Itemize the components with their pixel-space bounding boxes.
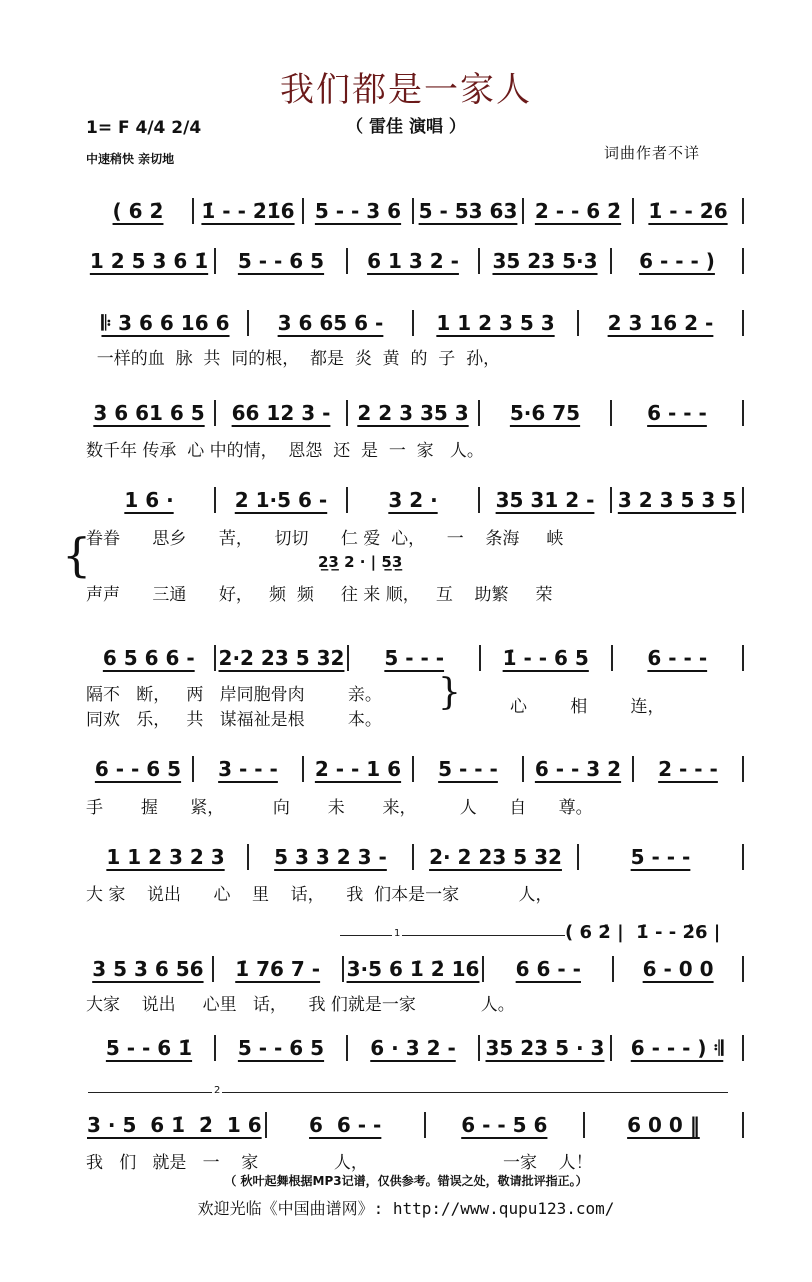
measure: 𝄆 3 6 6 16 6 (101, 311, 230, 335)
lyrics-line: 大家 说出 心里 话， 我 们就是一家 人。 (86, 995, 515, 1015)
singer: （ 雷佳 演唱 ） (346, 117, 466, 137)
bar-line (742, 487, 744, 513)
measure: 5 - - 6 1̇ (105, 1036, 193, 1060)
measure: 6 6 - - (309, 1113, 382, 1137)
tempo-marking: 中速稍快 亲切地 (86, 152, 175, 166)
bar-line (742, 248, 744, 274)
measure: 6 6 - - (515, 957, 581, 981)
measure: 6 · 3 2 - (370, 1036, 456, 1060)
measure: 6 - 0 0 (642, 957, 714, 981)
lyrics-line: 我 们 就是 一 家 人， 一家 人！ (86, 1153, 593, 1173)
measure: 5 - - - (384, 646, 445, 670)
measure: 2 3 16 2 - (607, 311, 714, 335)
measure: 35 31 2 - (495, 488, 595, 512)
song-title: 我们都是一家人 (280, 70, 532, 110)
notation-row (84, 756, 744, 782)
alternate-notes: 2̲3̲ 2 · | 5̲3̲ (318, 553, 403, 571)
measure: 5 - 53 63 (418, 199, 518, 223)
measure: 5 3 3 2 3 - (274, 845, 387, 869)
bar-line (742, 756, 744, 782)
chorus-lyrics: 心 相 连， (510, 697, 665, 717)
verse-brace: { (62, 528, 92, 582)
measure: 1 1 2 3 5 3 (436, 311, 555, 335)
measure: 2· 2 23 5 32 (429, 845, 562, 869)
measure: 6 - - - ) 𝄇 (630, 1036, 724, 1060)
bar-line (742, 956, 744, 982)
volta-2-number: 2 (214, 1085, 221, 1096)
verse-brace: } (438, 672, 461, 713)
notation-row (84, 844, 744, 870)
measure: 2 1·5 6 - (234, 488, 328, 512)
measure: 5·6 75 (509, 401, 581, 425)
measure: 2 - - 1 6 (314, 757, 402, 781)
measure: 5 - - - (630, 845, 691, 869)
measure: 1̇ 76 7 - (235, 957, 321, 981)
measure: 3 6 65 6 - (277, 311, 384, 335)
notation-row (84, 248, 744, 274)
lyrics-line: 一样的血 脉 共 同的根， 都是 炎 黄 的 子 孙， (86, 349, 501, 369)
notation-row (84, 1035, 744, 1061)
measure: 2 - - - (658, 757, 718, 781)
lyrics-line: 声声 三通 好， 频 频 往 来 顺， 互 助繁 荣 (86, 585, 553, 605)
measure: 1 2 5 3 6 1̇ (89, 249, 209, 273)
measure: 3 5 3 6 56 (92, 957, 204, 981)
bar-line (742, 198, 744, 224)
notation-row (84, 1112, 744, 1138)
measure: 1̇ - - 6 5 (502, 646, 589, 670)
measure: 6 1 3 2 - (367, 249, 459, 273)
measure: 1̇ - - 2̇1̇6 (201, 199, 295, 223)
measure: 5 - - 3 6 (314, 199, 402, 223)
measure: 6 - - - (647, 401, 707, 425)
bar-line (742, 844, 744, 870)
lyrics-line: 手 握 紧， 向 未 来， 人 自 尊。 (86, 798, 593, 818)
measure: 5 - - - (438, 757, 498, 781)
measure: 1̇ - - 2̇6 (648, 199, 728, 223)
measure: 6 - - - (647, 646, 708, 670)
notation-row (84, 956, 744, 982)
measure: 66 12 3 - (231, 401, 331, 425)
measure: 6 - - 3 2 (534, 757, 622, 781)
measure: 6 - - 6 5 (94, 757, 182, 781)
volta-2-bracket (88, 1092, 728, 1093)
lyrics-line: 隔不 断， 两 岸同胞骨肉 亲。 (86, 685, 382, 705)
bar-line (742, 310, 744, 336)
volta-1-intro: ( 6 2̇ | 1̇ - - 2̇6 | (565, 922, 721, 943)
measure: 5 - - 6 5 (237, 1036, 325, 1060)
measure: 5 - - 6 5 (237, 249, 325, 273)
measure: 3 2 3 5 3 5 (617, 488, 737, 512)
notation-row (84, 198, 744, 224)
key-signature: 1= F 4/4 2/4 (86, 118, 202, 138)
measure: 3 · 5 6 1̇ 2̇ 1 6 (87, 1113, 262, 1137)
lyrics-line: 大 家 说出 心 里 话， 我 们本是一家 人， (86, 885, 553, 905)
author-credit: 词曲作者不详 (604, 144, 701, 162)
measure: 3 - - - (218, 757, 278, 781)
bar-line (742, 1112, 744, 1138)
measure: 6 - - 5 6 (461, 1113, 548, 1137)
measure: 3 2 · (388, 488, 438, 512)
measure: 2 - - 6 2̇ (534, 199, 622, 223)
measure: 35 23 5 · 3 (485, 1036, 605, 1060)
measure: 2·2 23 5 32 (218, 646, 345, 670)
notation-row (84, 645, 744, 671)
lyrics-line: 数千年 传承 心 中的情， 恩怨 还 是 一 家 人。 (86, 441, 484, 461)
notation-row (84, 400, 744, 426)
website-credit: 欢迎光临《中国曲谱网》: http://www.qupu123.com/ (197, 1199, 615, 1218)
bar-line (742, 400, 744, 426)
lyrics-line: 同欢 乐， 共 谋福祉是根 本。 (86, 710, 382, 730)
measure: 2 2 3 35 3 (357, 401, 469, 425)
measure: ( 6 2̇ (112, 199, 164, 223)
notation-row (84, 310, 744, 336)
transcription-note: （ 秋叶起舞根据MP3记谱，仅供参考。错误之处，敬请批评指正。） (224, 1174, 588, 1188)
measure: 1 1 2 3 2 3 (106, 845, 225, 869)
measure: 1 6 · (124, 488, 174, 512)
lyrics-line: 眷眷 思乡 苦， 切切 仁 爱 心， 一 条海 峡 (86, 529, 564, 549)
notation-row (84, 487, 744, 513)
volta-1-bracket (340, 935, 565, 936)
measure: 6 0 0 ‖ (627, 1113, 700, 1137)
bar-line (742, 1035, 744, 1061)
measure: 6 5 6 6 - (102, 646, 195, 670)
measure: 3 6 61 6 5 (93, 401, 205, 425)
measure: 35 23 5·3 (492, 249, 598, 273)
measure: 6 - - - ) (639, 249, 715, 273)
volta-1-number: 1 (394, 928, 401, 939)
measure: 3·5 6 1̇ 2̇ 16 (346, 957, 480, 981)
bar-line (742, 645, 744, 671)
